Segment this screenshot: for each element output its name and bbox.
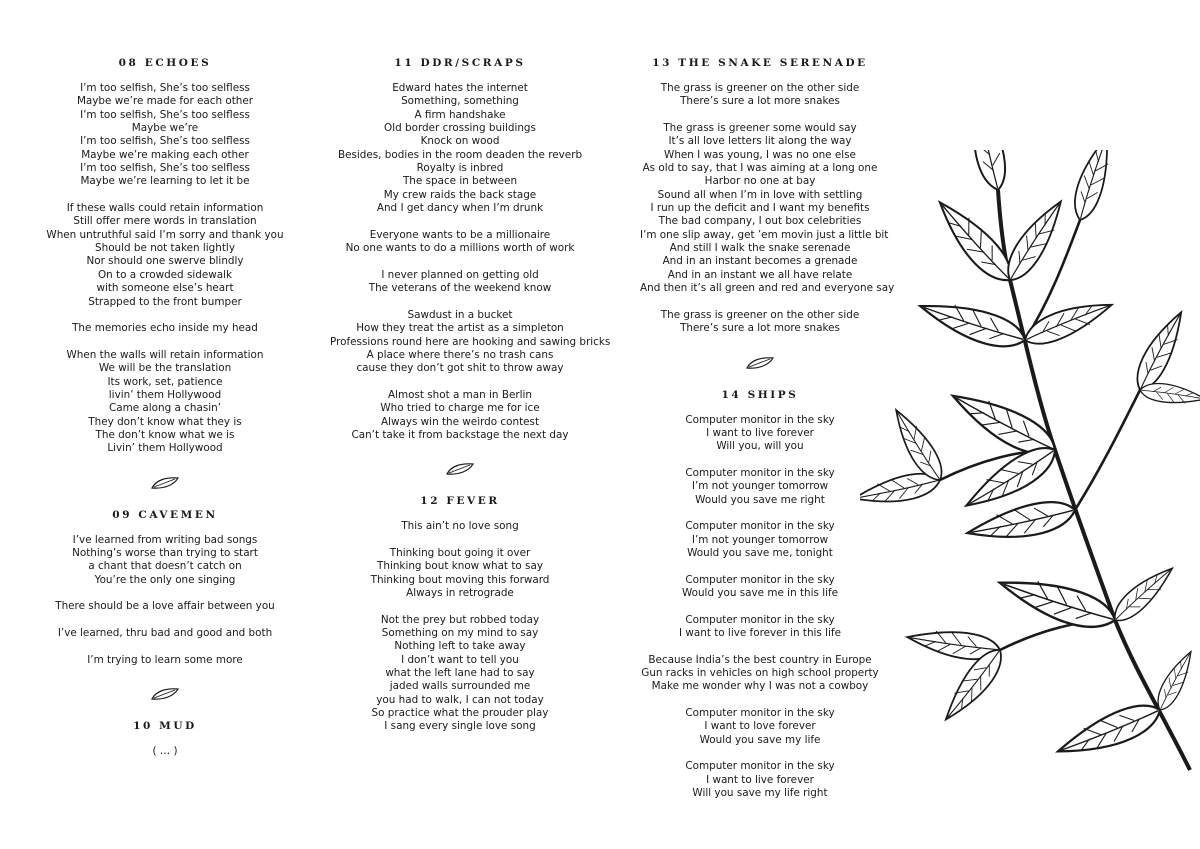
stanza [40, 627, 290, 640]
lyric-line: Would you save me in this life [681, 587, 839, 599]
lyric-line: I want to live forever [706, 426, 814, 439]
lyric-line: On to a crowded sidewalk [97, 268, 233, 281]
lyric-line: Always in retrograde [406, 587, 514, 599]
lyric-line: Knock on wood [420, 135, 500, 148]
lyric-line: No one wants to do a millions worth of work [345, 242, 575, 255]
stanza [330, 269, 590, 296]
lyric-line: Should be not taken lightly [95, 242, 235, 255]
lyric-line: Thinking bout know what to say [377, 560, 543, 573]
stanza [640, 520, 880, 560]
stanza [330, 82, 590, 215]
lyric-line: Everyone wants to be a millionaire [369, 228, 551, 241]
lyric-line: I’m too selfish, She’s too selfless [80, 135, 250, 148]
lyric-line: The veterans of the weekend know [368, 282, 552, 295]
lyric-line: Thinking bout going it over [389, 546, 531, 559]
lyric-line: There should be a love affair between you [55, 600, 275, 613]
stanza [40, 322, 290, 335]
lyric-line: Old border crossing buildings [384, 122, 536, 135]
stanza [40, 202, 290, 309]
lyric-line: I want to live forever [706, 773, 814, 786]
stanza [640, 614, 880, 641]
song-title: 10 MUD [133, 720, 197, 733]
lyric-line: The grass is greener on the other side [660, 82, 860, 94]
lyric-line: And still I walk the snake serenade [669, 242, 851, 255]
lyrics-column-2 [330, 0, 611, 734]
leaf-divider-icon [445, 462, 475, 476]
lyric-line: Always win the weirdo contest [380, 415, 540, 428]
lyric-line: The grass is greener on the other side [660, 308, 860, 321]
lyrics-column-3 [640, 0, 895, 801]
leaf-divider-icon [150, 687, 180, 701]
lyric-line: The memories echo inside my head [72, 322, 258, 335]
stanza [640, 122, 895, 295]
lyric-line: Something, something [401, 95, 519, 108]
lyric-line: I run up the deficit and I want my benefits [650, 202, 870, 215]
leafy-branch-illustration [860, 150, 1200, 810]
song-11-ddr-scraps [330, 0, 611, 442]
lyric-line: Edward hates the internet [392, 82, 528, 94]
lyric-line: There’s sure a lot more snakes [680, 322, 840, 335]
lyric-line: Sound all when I’m in love with settling [657, 188, 863, 201]
lyric-line: Who tried to charge me for ice [380, 402, 540, 415]
lyric-line: I’ve learned from writing bad songs [72, 533, 258, 546]
lyric-line: I’m too selfish, She’s too selfless [80, 82, 250, 94]
lyric-line: Strapped to the front bumper [88, 295, 242, 308]
lyric-line: Still offer mere words in translation [73, 215, 257, 228]
lyric-line: Professions round here are hooking and sawing bricks [330, 335, 611, 348]
lyric-line: I don’t want to tell you [401, 653, 519, 666]
stanza [640, 82, 880, 109]
song-title: 08 ECHOES [118, 57, 212, 69]
stanza [640, 574, 880, 601]
stanza [640, 760, 880, 800]
lyric-line: The bad company, I out box celebrities [658, 215, 862, 228]
lyric-line: Nothing left to take away [394, 640, 526, 653]
lyric-line: A place where there’s no trash cans [366, 348, 554, 361]
lyric-line: So practice what the prouder play [371, 707, 549, 720]
leaf-divider-icon [745, 356, 775, 370]
lyric-line: There’s sure a lot more snakes [680, 95, 840, 108]
lyric-line: I’m too selfish, She’s too selfless [80, 162, 250, 175]
song-13-the-snake-serenade [640, 0, 895, 336]
lyric-line: Royalty is inbred [416, 162, 504, 175]
lyric-line: Would you save me right [695, 493, 825, 506]
lyric-line: I’m trying to learn some more [87, 653, 243, 666]
lyric-line: a chant that doesn’t catch on [88, 560, 242, 573]
lyric-line: And in an instant we all have relate [667, 268, 853, 281]
stanza [40, 82, 290, 189]
song-title: 12 FEVER [420, 495, 500, 508]
lyric-line: As old to say, that I was aiming at a long one [642, 162, 878, 175]
lyric-line: Computer monitor in the sky [685, 520, 835, 533]
lyric-line: I’m not younger tomorrow [691, 533, 829, 546]
lyric-line: I’m one slip away, get ’em movin just a little bit [640, 228, 889, 241]
lyric-line: This ain’t no love song [401, 520, 519, 533]
stanza [330, 389, 590, 442]
lyric-line: And I get dancy when I’m drunk [376, 202, 544, 215]
song-10-mud [40, 719, 290, 758]
lyric-line: I sang every single love song [384, 720, 536, 733]
lyric-line: livin’ them Hollywood [108, 388, 222, 401]
lyric-line: The grass is greener some would say [663, 122, 857, 135]
lyric-line: Computer monitor in the sky [685, 707, 835, 720]
stanza [40, 654, 290, 667]
lyric-line: The space in between [402, 175, 518, 188]
lyric-line: Would you save me, tonight [687, 546, 833, 559]
lyric-line: I’ve learned, thru bad and good and both [57, 627, 273, 640]
lyric-line: Computer monitor in the sky [685, 760, 835, 773]
song-title: 09 CAVEMEN [112, 508, 218, 521]
lyric-line: Computer monitor in the sky [685, 573, 835, 586]
song-09-cavemen [40, 508, 290, 667]
lyric-line: Make me wonder why I was not a cowboy [651, 680, 869, 693]
lyric-line: cause they don’t got shit to throw away [356, 362, 564, 375]
song-title: 13 THE SNAKE SERENADE [652, 57, 868, 69]
lyric-line: Maybe we’re [131, 122, 199, 135]
lyric-line: The don’t know what we is [95, 428, 235, 441]
lyric-line: We will be the translation [98, 362, 232, 375]
lyric-line: Thinking bout moving this forward [370, 573, 550, 586]
lyric-line: Its work, set, patience [107, 375, 223, 388]
lyric-line: It’s all love letters lit along the way [668, 135, 852, 148]
lyric-line: Can’t take it from backstage the next day [351, 428, 569, 441]
lyric-line: Computer monitor in the sky [685, 466, 835, 479]
stanza [40, 745, 290, 758]
lyric-line: How they treat the artist as a simpleton [356, 322, 564, 335]
song-08-echoes [40, 0, 290, 456]
stanza [640, 654, 880, 694]
stanza [330, 229, 590, 256]
lyric-line: They don’t know what they is [88, 415, 242, 428]
lyric-line: Because India’s the best country in Europe [648, 653, 872, 666]
song-title: 11 DDR/SCRAPS [394, 57, 526, 69]
stanza [640, 309, 880, 336]
lyric-line: Something on my mind to say [381, 627, 539, 640]
lyric-line: Nor should one swerve blindly [86, 255, 244, 268]
lyric-line: Almost shot a man in Berlin [388, 388, 532, 401]
lyric-line: Computer monitor in the sky [685, 413, 835, 426]
stanza [330, 308, 611, 376]
lyric-line: Came along a chasin’ [108, 402, 222, 415]
lyric-line: I never planned on getting old [381, 268, 539, 281]
lyric-line: with someone else’s heart [96, 282, 234, 295]
lyric-line: When I was young, I was no one else [664, 148, 856, 161]
lyric-line: If these walls could retain information [66, 202, 264, 215]
lyric-line: Not the prey but robbed today [380, 613, 540, 626]
lyric-line: You’re the only one singing [94, 573, 236, 586]
lyric-line: Maybe we’re making each other [81, 148, 249, 161]
lyric-line: I want to live forever in this life [679, 627, 841, 640]
lyric-line: you had to walk, I can not today [376, 693, 544, 706]
lyric-line: Besides, bodies in the room deaden the reverb [337, 148, 583, 161]
song-12-fever [330, 494, 590, 734]
lyric-line: Maybe we’re made for each other [76, 95, 254, 108]
lyric-line: And then it’s all green and red and everyone say [640, 282, 895, 295]
stanza [40, 600, 290, 613]
lyric-line: I want to love forever [704, 720, 816, 733]
song-14-ships [640, 388, 880, 801]
song-title: 14 SHIPS [721, 388, 799, 401]
lyric-line: I’m too selfish, She’s too selfless [80, 108, 250, 121]
stanza [640, 707, 880, 747]
lyric-line: ( … ) [152, 745, 178, 758]
stanza [330, 547, 590, 600]
lyric-line: When untruthful said I’m sorry and thank you [46, 228, 284, 241]
lyric-line: jaded walls surrounded me [389, 680, 531, 693]
lyric-line: A firm handshake [414, 108, 506, 121]
lyric-line: Maybe we’re learning to let it be [80, 175, 250, 188]
lyric-line: My crew raids the back stage [383, 188, 537, 201]
stanza [40, 349, 290, 456]
stanza [330, 614, 590, 734]
stanza [640, 467, 880, 507]
lyric-line: When the walls will retain information [66, 348, 264, 361]
lyric-line: Sawdust in a bucket [407, 308, 513, 321]
lyric-line: Harbor no one at bay [704, 175, 816, 188]
lyric-line: Computer monitor in the sky [685, 613, 835, 626]
lyric-line: Gun racks in vehicles on high school property [641, 667, 879, 680]
lyric-line: Would you save my life [699, 733, 821, 746]
lyric-line: what the left lane had to say [385, 667, 535, 680]
lyric-line: Nothing’s worse than trying to start [72, 546, 258, 559]
stanza [330, 520, 590, 533]
lyrics-column-1 [40, 0, 290, 758]
stanza [40, 534, 290, 587]
lyric-line: Will you save my life right [692, 787, 828, 800]
lyric-line: And in an instant becomes a grenade [662, 255, 858, 268]
lyric-line: Will you, will you [716, 440, 804, 453]
lyric-line: Livin’ them Hollywood [107, 442, 223, 455]
leaf-divider-icon [150, 476, 180, 490]
lyric-line: I’m not younger tomorrow [691, 480, 829, 493]
stanza [640, 414, 880, 454]
